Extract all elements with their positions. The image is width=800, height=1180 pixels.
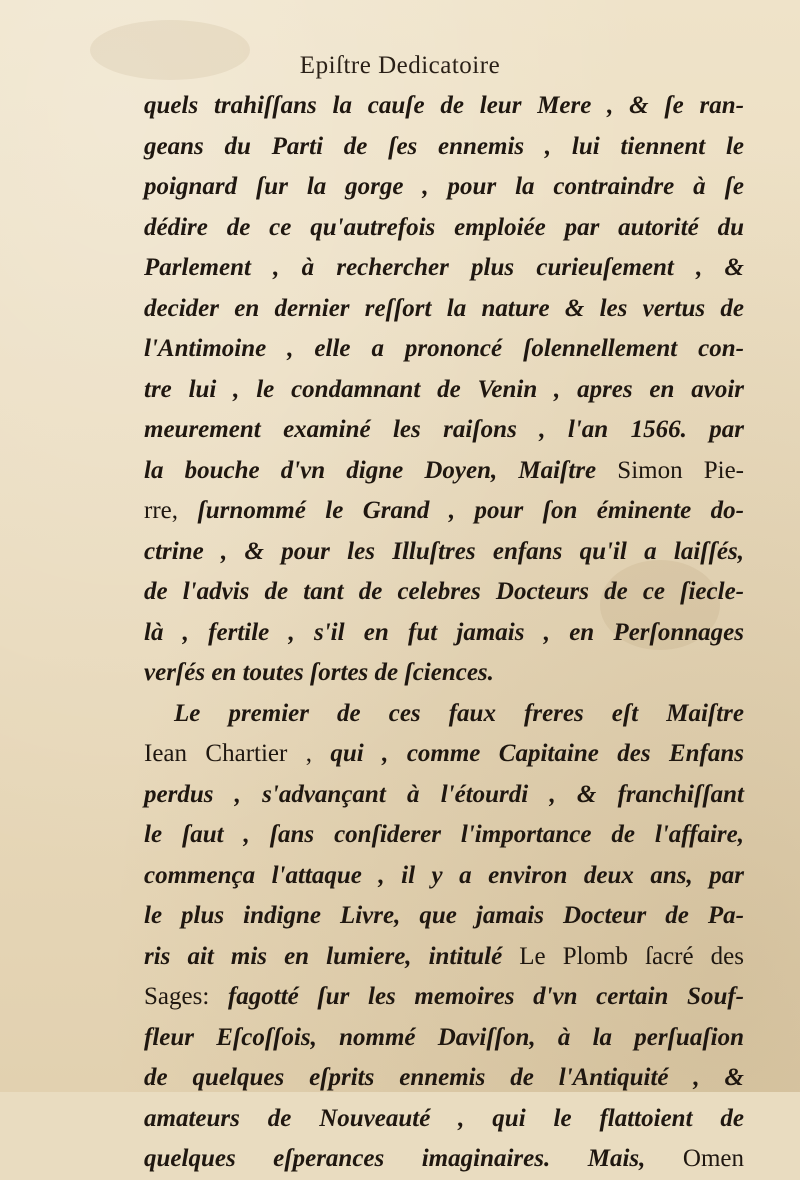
text-segment: Iean Chartier , xyxy=(144,740,331,767)
text-segment: amateurs de Nouveauté , qui le flattoient de xyxy=(144,1104,744,1132)
text-line xyxy=(144,896,744,937)
text-segment: quelques eſperances imaginaires. Mais, xyxy=(144,1145,683,1172)
text-segment: qui , comme Capitaine des Enfans xyxy=(330,740,744,767)
text-line xyxy=(144,1139,744,1180)
text-segment: perdus , s'advançant à l'étourdi , & franchiſſant xyxy=(144,780,744,808)
text-segment: Le Plomb ſacré des xyxy=(519,942,744,970)
text-segment: commença l'attaque , il y a environ deux ans, par xyxy=(144,861,744,889)
text-segment: decider en dernier reſſort la nature & les vertus de xyxy=(144,294,744,322)
text-line xyxy=(144,532,744,573)
text-segment: de quelques eſprits ennemis de l'Antiquité , & xyxy=(144,1064,744,1091)
text-segment: Sages: xyxy=(144,983,228,1010)
text-segment: de l'advis de tant de celebres Docteurs de ce ſiecle- xyxy=(144,578,744,605)
text-line xyxy=(144,937,744,978)
text-line xyxy=(144,653,744,694)
text-line xyxy=(144,1018,744,1059)
text-segment: Le premier de ces faux freres eſt Maiſtre xyxy=(174,699,744,727)
text-line xyxy=(144,694,744,735)
text-segment: poignard ſur la gorge , pour la contraindre à ſe xyxy=(144,173,744,200)
text-line xyxy=(144,856,744,897)
text-line xyxy=(144,613,744,654)
text-line xyxy=(144,775,744,816)
text-line xyxy=(144,572,744,613)
text-segment: quels trahiſſans la cauſe de leur Mere , & ſe ran- xyxy=(144,92,744,119)
text-line xyxy=(144,329,744,370)
text-segment: ſurnommé le Grand , pour ſon éminente do- xyxy=(197,497,745,524)
text-segment: fagotté ſur les memoires d'vn certain Souf- xyxy=(227,983,744,1010)
text-segment: Simon Pie- xyxy=(617,456,744,484)
text-line xyxy=(144,370,744,411)
text-segment: dédire de ce qu'autrefois emploiée par autorité du xyxy=(144,213,744,241)
text-segment: Parlement , à rechercher plus curieuſement , & xyxy=(144,254,744,281)
text-segment: tre lui , le condamnant de Venin , apres en avoir xyxy=(144,375,744,403)
text-line xyxy=(144,248,744,289)
text-line xyxy=(144,491,744,532)
text-segment: ctrine , & pour les Illuſtres enfans qu'il a laiſſés, xyxy=(144,537,744,565)
text-segment: verſés en toutes ſortes de ſciences. xyxy=(144,659,494,686)
text-segment: meurement examiné les raiſons , l'an 1566. par xyxy=(144,416,744,443)
text-segment: le ſaut , ſans conſiderer l'importance de l'affaire, xyxy=(144,821,744,848)
text-line xyxy=(144,289,744,330)
text-line xyxy=(144,451,744,492)
text-line xyxy=(144,167,744,208)
text-line xyxy=(144,86,744,127)
text-segment: Omen xyxy=(682,1145,744,1172)
running-head: Epiſtre Dedicatoire xyxy=(299,52,501,79)
text-line xyxy=(144,1099,744,1140)
text-segment: là , fertile , s'il en fut jamais , en Perſonnages xyxy=(144,618,744,646)
text-segment: fleur Eſcoſſois, nommé Daviſſon, à la perſuaſion xyxy=(144,1023,744,1051)
text-line xyxy=(144,127,744,168)
text-segment: le plus indigne Livre, que jamais Docteur de Pa- xyxy=(144,902,744,929)
text-segment: l'Antimoine , elle a prononcé ſolennellement con- xyxy=(144,335,744,362)
text-segment: la bouche d'vn digne Doyen, Maiſtre xyxy=(144,456,618,484)
text-line xyxy=(144,208,744,249)
text-line xyxy=(144,734,744,775)
text-line xyxy=(144,815,744,856)
text-segment: rre, xyxy=(144,497,198,524)
text-segment: ris ait mis en lumiere, intitulé xyxy=(144,942,520,970)
text-line xyxy=(144,1058,744,1099)
text-line xyxy=(144,977,744,1018)
body-text xyxy=(144,86,744,1180)
text-line xyxy=(144,410,744,451)
text-segment: geans du Parti de ſes ennemis , lui tiennent le xyxy=(144,132,744,160)
